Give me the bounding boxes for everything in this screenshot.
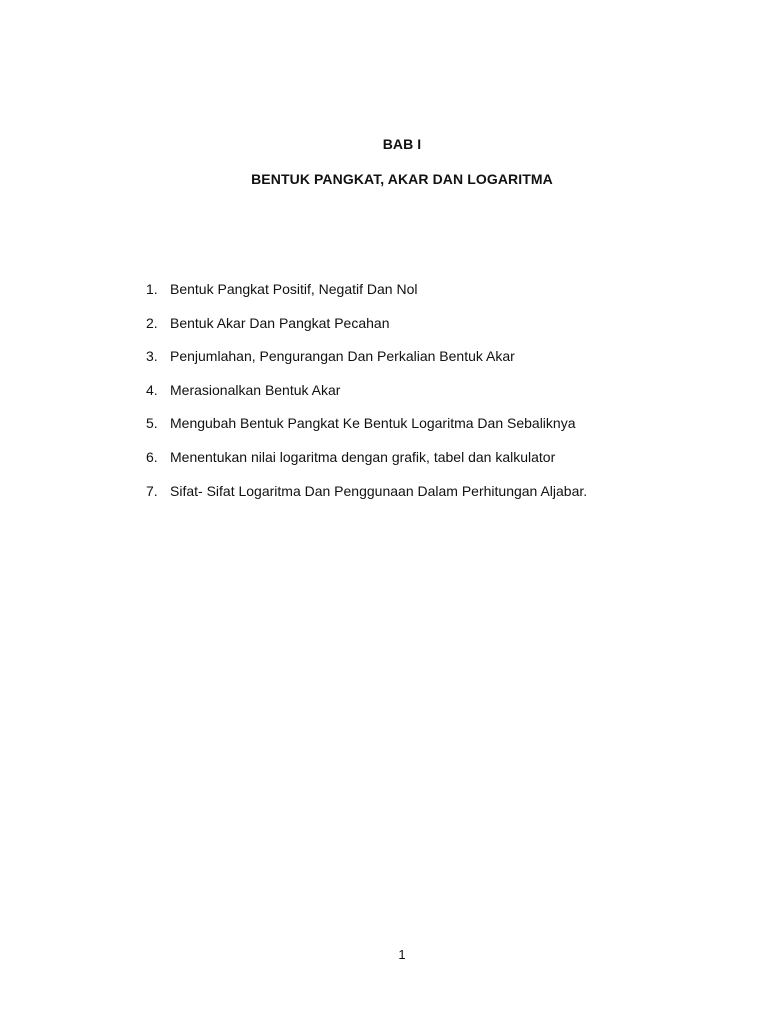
list-item-number: 3. [146,348,158,365]
topic-list [146,280,706,515]
chapter-label: BAB I [382,136,422,152]
list-item [146,448,706,482]
list-item-number: 7. [146,482,158,499]
list-item [146,280,706,314]
chapter-title: BENTUK PANGKAT, AKAR DAN LOGARITMA [251,171,553,187]
list-item-number: 5. [146,415,158,432]
list-item [146,482,706,516]
list-item-text: Sifat- Sifat Logaritma Dan Penggunaan Dalam Perhitungan Aljabar. [170,482,588,499]
list-item-text: Menentukan nilai logaritma dengan grafik, tabel dan kalkulator [170,448,556,465]
list-item [146,314,706,348]
list-item-number: 6. [146,448,158,465]
list-item-number: 1. [146,281,158,297]
list-item-number: 4. [146,381,158,398]
list-item [146,347,706,381]
list-item-text: Merasionalkan Bentuk Akar [170,381,341,398]
list-item [146,414,706,448]
list-item-text: Penjumlahan, Pengurangan Dan Perkalian Bentuk Akar [170,348,515,365]
list-item [146,381,706,415]
list-item-text: Mengubah Bentuk Pangkat Ke Bentuk Logaritma Dan Sebaliknya [170,415,576,432]
list-item-text: Bentuk Akar Dan Pangkat Pecahan [170,314,390,331]
list-item-text: Bentuk Pangkat Positif, Negatif Dan Nol [170,281,418,297]
list-item-number: 2. [146,314,158,331]
page-number: 1 [398,947,406,962]
